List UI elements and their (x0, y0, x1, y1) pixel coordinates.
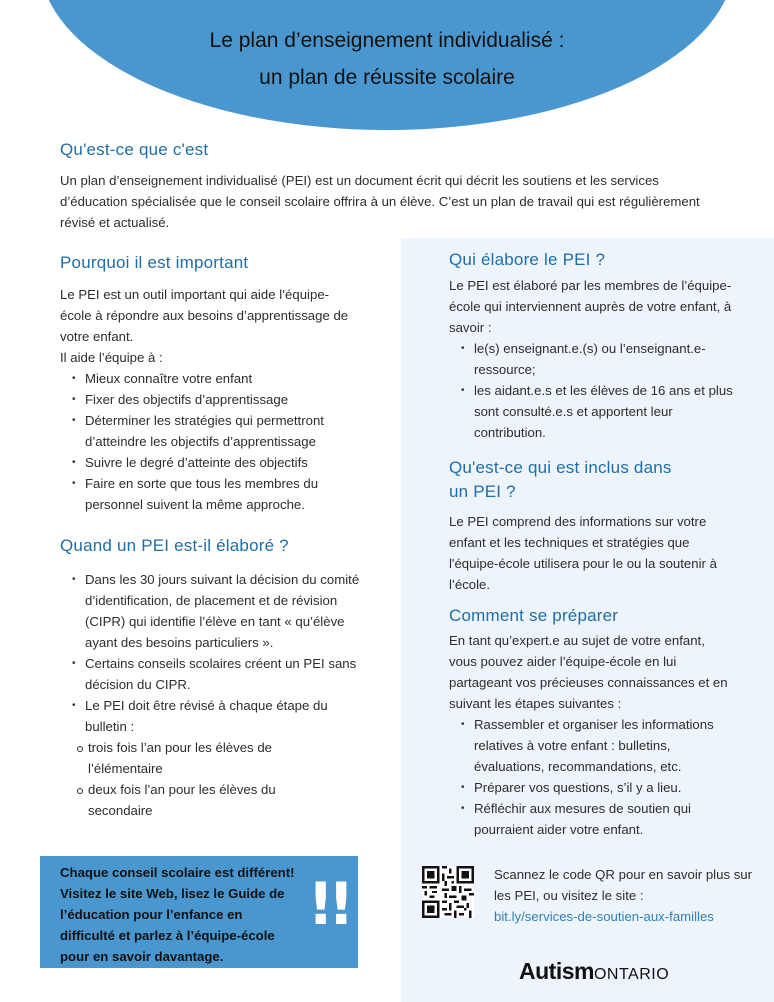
sub-list-item: trois fois l’an pour les élèves de l’élémentaire (62, 737, 312, 779)
list-item: • Le PEI doit être révisé à chaque étape du bulletin : (60, 695, 360, 737)
why-important-block (60, 284, 360, 515)
list-item: • Certains conseils scolaires créent un PEI sans décision du CIPR. (60, 653, 360, 695)
list-item: • Faire en sorte que tous les membres du personnel suivent la même approche. (60, 473, 360, 515)
how-prepare-intro: En tant qu’expert.e au sujet de votre enfant, vous pouvez aider l’équipe-école en lui partageant vos précieuses connaissances et en suivant les étapes suivantes : (449, 633, 728, 711)
list-item: • Rassembler et organiser les informations relatives à votre enfant : bulletins, évaluations, recommandations, etc. (449, 714, 734, 777)
what-is-text: Un plan d’enseignement individualisé (PEI) est un document écrit qui décrit les soutiens et les services d’éducation spécialisée que le conseil scolaire offrira à un élève. C’est un plan de travail qui est régulièrement révisé et actualisé. (60, 173, 700, 230)
sub-list-item: deux fois l’an pour les élèves du secondaire (62, 779, 312, 821)
qr-instruction-text: Scannez le code QR pour en savoir plus sur les PEI, ou visitez le site : (494, 867, 753, 903)
website-link[interactable]: bit.ly/services-de-soutien-aux-familles (494, 909, 714, 924)
how-prepare-list (449, 714, 734, 840)
who-develops-intro: Le PEI est élaboré par les membres de l’équipe-école qui interviennent auprès de votre enfant, à savoir : (449, 278, 732, 335)
exclamation-icon: !! (307, 870, 349, 938)
page-title-line2: un plan de réussite scolaire (259, 66, 515, 89)
when-developed-sublist (62, 737, 360, 821)
who-develops-block (449, 275, 734, 443)
section-heading-what-is: Qu'est-ce que c'est (60, 140, 209, 159)
why-important-intro: Le PEI est un outil important qui aide l’équipe-école à répondre aux besoins d’apprentissage de votre enfant. (60, 287, 349, 344)
section-heading-when-developed: Quand un PEI est-il élaboré ? (60, 536, 289, 555)
list-item: • Suivre le degré d’atteinte des objectifs (60, 452, 360, 473)
why-important-list (60, 368, 360, 515)
when-developed-list (60, 569, 360, 737)
qr-info (494, 864, 754, 927)
page-title-line1: Le plan d’enseignement individualisé : (209, 29, 565, 52)
section-heading-who-develops: Qui élabore le PEI ? (449, 250, 606, 269)
list-item: • Fixer des objectifs d’apprentissage (60, 389, 360, 410)
whats-included-heading-line2: un PEI ? (449, 482, 516, 501)
logo-text-bold: Autism (519, 958, 594, 984)
when-developed-block (60, 569, 360, 821)
qr-code-icon[interactable] (422, 866, 474, 918)
list-item: • Réfléchir aux mesures de soutien qui pourraient aider votre enfant. (449, 798, 734, 840)
list-item: • Préparer vos questions, s’il y a lieu. (449, 777, 734, 798)
list-item: • Dans les 30 jours suivant la décision du comité d’identification, de placement et de révision (CIPR) qui identifie l’élève en tant « qu’élève ayant des besoins particuliers ». (60, 569, 360, 653)
callout-box (40, 856, 358, 968)
how-prepare-block (449, 630, 734, 840)
section-heading-how-prepare: Comment se préparer (449, 606, 619, 625)
whats-included-text: Le PEI comprend des informations sur votre enfant et les techniques et stratégies que l'équipe-école utilisera pour le ou la soutenir à l’école. (449, 514, 717, 592)
autism-ontario-logo (519, 958, 669, 988)
why-important-helps: Il aide l’équipe à : (60, 350, 163, 365)
list-item: • Déterminer les stratégies qui permettront d’atteindre les objectifs d’apprentissage (60, 410, 360, 452)
who-develops-list (449, 338, 734, 443)
list-item: • le(s) enseignant.e.(s) ou l’enseignant.e-ressource; (449, 338, 734, 380)
list-item: • Mieux connaître votre enfant (60, 368, 360, 389)
section-heading-why-important: Pourquoi il est important (60, 253, 249, 272)
callout-text: Chaque conseil scolaire est différent! Visitez le site Web, lisez le Guide de l’éducation pour l’enfance en difficulté et parlez à l’équipe-école pour en savoir davantage. (60, 865, 295, 964)
page-title (0, 22, 774, 96)
section-heading-whats-included (449, 456, 739, 504)
whats-included-heading-line1: Qu'est-ce qui est inclus dans (449, 458, 672, 477)
logo-text-light: ONTARIO (593, 966, 670, 983)
list-item: • les aidant.e.s et les élèves de 16 ans et plus sont consulté.e.s et apportent leur contribution. (449, 380, 734, 443)
